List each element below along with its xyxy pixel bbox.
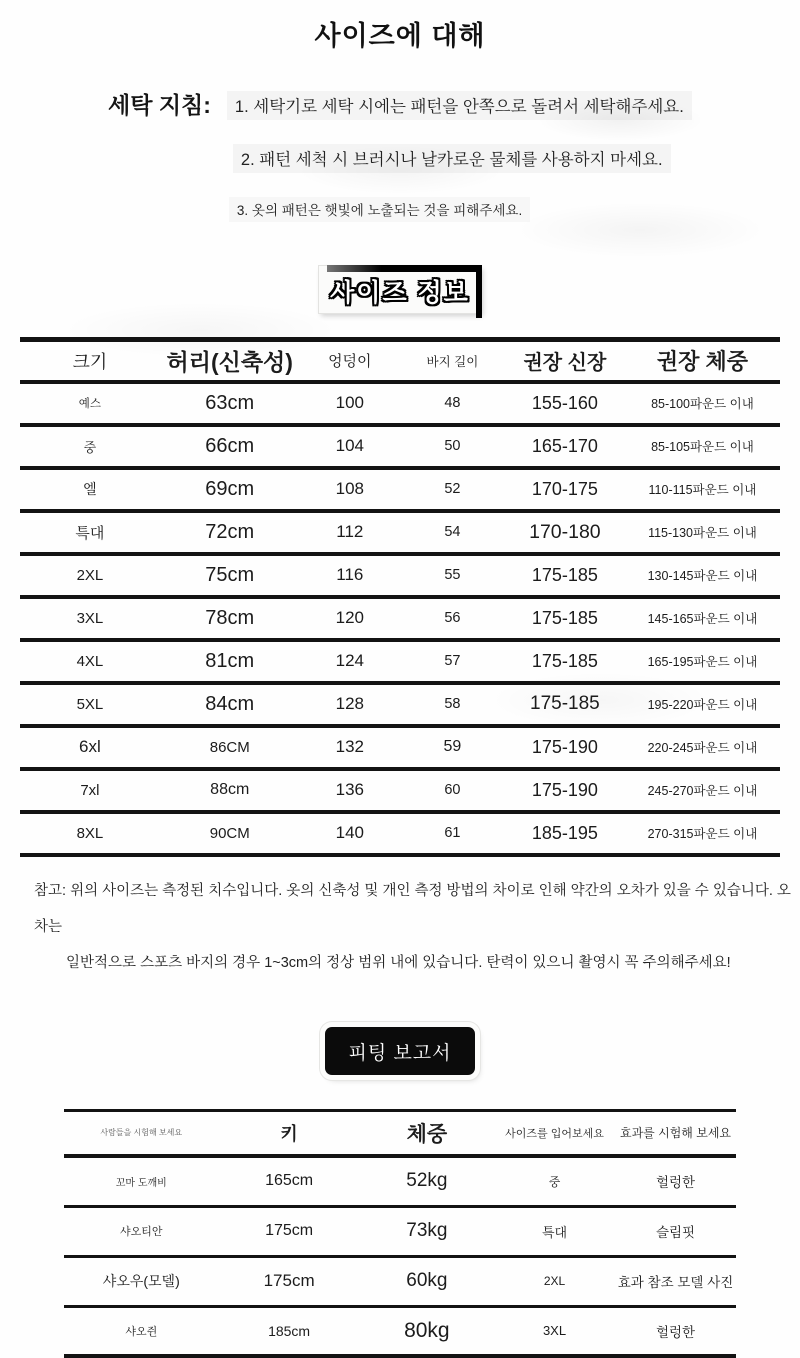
table-cell: 175-185 <box>505 554 625 597</box>
table-row <box>64 1306 736 1356</box>
size-info-badge-label: 사이즈 정보 <box>330 279 470 307</box>
size-note-line: 참고: 위의 사이즈는 측정된 치수입니다. 옷의 신축성 및 개인 측정 방법의 차이로 인해 약간의 오차가 있을 수 있습니다. 오차는 <box>34 873 800 945</box>
table-row <box>20 425 780 468</box>
column-header-height: 권장 신장 <box>505 340 625 382</box>
table-cell: 81cm <box>160 640 300 683</box>
column-header-length: 바지 길이 <box>400 340 505 382</box>
table-cell: 90CM <box>160 812 300 855</box>
table-cell: 2XL <box>494 1256 615 1306</box>
table-row <box>20 468 780 511</box>
table-cell: 108 <box>300 468 400 511</box>
size-table <box>20 337 780 857</box>
table-cell: 75cm <box>160 554 300 597</box>
table-cell: 3XL <box>20 597 160 640</box>
table-cell: 110-115파운드 이내 <box>625 468 780 511</box>
page-title: 사이즈에 대해 <box>0 0 800 53</box>
table-cell: 55 <box>400 554 505 597</box>
table-cell: 175cm <box>219 1206 360 1256</box>
table-cell: 63cm <box>160 382 300 425</box>
table-cell: 슬림핏 <box>615 1206 736 1256</box>
table-row <box>64 1156 736 1206</box>
table-cell: 165-195파운드 이내 <box>625 640 780 683</box>
table-cell: 132 <box>300 726 400 769</box>
table-cell: 80kg <box>360 1306 494 1356</box>
table-row <box>20 511 780 554</box>
table-cell: 245-270파운드 이내 <box>625 769 780 812</box>
table-cell: 155-160 <box>505 382 625 425</box>
washing-instruction-item: 2. 패턴 세척 시 브러시나 날카로운 물체를 사용하지 마세요. <box>233 144 671 173</box>
size-note-line: 일반적으로 스포츠 바지의 경우 1~3cm의 정상 범위 내에 있습니다. 탄력이 있으니 촬영시 꼭 주의해주세요! <box>66 945 800 981</box>
table-cell: 175-185 <box>505 640 625 683</box>
table-cell: 185-195 <box>505 812 625 855</box>
table-cell: 165cm <box>219 1156 360 1206</box>
table-cell: 5XL <box>20 683 160 726</box>
table-cell: 샤오우(모델) <box>64 1256 219 1306</box>
table-cell: 헐렁한 <box>615 1306 736 1356</box>
table-cell: 효과 참조 모델 사진 <box>615 1256 736 1306</box>
table-cell: 170-180 <box>505 511 625 554</box>
fitting-table-body <box>64 1156 736 1356</box>
table-cell: 85-100파운드 이내 <box>625 382 780 425</box>
table-cell: 175-190 <box>505 769 625 812</box>
table-row <box>20 726 780 769</box>
table-row <box>20 812 780 855</box>
washing-instruction-item: 3. 옷의 패턴은 햇빛에 노출되는 것을 피해주세요. <box>229 197 530 222</box>
table-cell: 165-170 <box>505 425 625 468</box>
table-cell: 124 <box>300 640 400 683</box>
table-cell: 145-165파운드 이내 <box>625 597 780 640</box>
table-cell: 88cm <box>160 769 300 812</box>
table-cell: 8XL <box>20 812 160 855</box>
table-cell: 140 <box>300 812 400 855</box>
table-cell: 61 <box>400 812 505 855</box>
table-row <box>20 597 780 640</box>
table-cell: 특대 <box>494 1206 615 1256</box>
table-cell: 엘 <box>20 468 160 511</box>
table-cell: 54 <box>400 511 505 554</box>
table-cell: 220-245파운드 이내 <box>625 726 780 769</box>
column-header-waist: 허리(신축성) <box>160 340 300 382</box>
washing-instruction-item: 1. 세탁기로 세탁 시에는 패턴을 안쪽으로 돌려서 세탁해주세요. <box>227 91 692 120</box>
fitting-report-badge-label: 피팅 보고서 <box>348 1043 451 1064</box>
table-cell: 예스 <box>20 382 160 425</box>
table-cell: 6xl <box>20 726 160 769</box>
column-header-height: 키 <box>219 1110 360 1156</box>
table-cell: 120 <box>300 597 400 640</box>
table-cell: 128 <box>300 683 400 726</box>
washing-instructions-label: 세탁 지침: <box>108 87 211 246</box>
table-cell: 특대 <box>20 511 160 554</box>
table-cell: 195-220파운드 이내 <box>625 683 780 726</box>
table-cell: 130-145파운드 이내 <box>625 554 780 597</box>
table-cell: 58 <box>400 683 505 726</box>
table-cell: 중 <box>20 425 160 468</box>
fitting-table-header-row <box>64 1110 736 1156</box>
table-cell: 60 <box>400 769 505 812</box>
size-table-header-row <box>20 340 780 382</box>
column-header-tester: 사람들을 시험해 보세요 <box>64 1110 219 1156</box>
column-header-size: 크기 <box>20 340 160 382</box>
table-row <box>20 683 780 726</box>
table-cell: 샤오쥔 <box>64 1306 219 1356</box>
table-row <box>20 382 780 425</box>
table-row <box>20 769 780 812</box>
table-cell: 100 <box>300 382 400 425</box>
table-cell: 78cm <box>160 597 300 640</box>
table-cell: 170-175 <box>505 468 625 511</box>
table-cell: 84cm <box>160 683 300 726</box>
table-cell: 2XL <box>20 554 160 597</box>
table-cell: 270-315파운드 이내 <box>625 812 780 855</box>
table-cell: 60kg <box>360 1256 494 1306</box>
table-cell: 175-185 <box>505 683 625 726</box>
table-cell: 175-190 <box>505 726 625 769</box>
table-cell: 115-130파운드 이내 <box>625 511 780 554</box>
table-cell: 86CM <box>160 726 300 769</box>
table-cell: 136 <box>300 769 400 812</box>
table-cell: 175cm <box>219 1256 360 1306</box>
size-table-body <box>20 382 780 855</box>
table-cell: 52 <box>400 468 505 511</box>
table-cell: 66cm <box>160 425 300 468</box>
table-cell: 57 <box>400 640 505 683</box>
table-cell: 48 <box>400 382 505 425</box>
table-cell: 175-185 <box>505 597 625 640</box>
table-row <box>20 640 780 683</box>
table-cell: 50 <box>400 425 505 468</box>
table-cell: 69cm <box>160 468 300 511</box>
table-cell: 52kg <box>360 1156 494 1206</box>
column-header-hip: 엉덩이 <box>300 340 400 382</box>
table-cell: 샤오티안 <box>64 1206 219 1256</box>
washing-instructions-list <box>227 87 692 246</box>
column-header-fit-effect: 효과를 시험해 보세요 <box>615 1110 736 1156</box>
fitting-report-badge <box>325 1027 475 1075</box>
table-cell: 104 <box>300 425 400 468</box>
table-cell: 중 <box>494 1156 615 1206</box>
table-cell: 3XL <box>494 1306 615 1356</box>
table-cell: 56 <box>400 597 505 640</box>
column-header-size-worn: 사이즈를 입어보세요 <box>494 1110 615 1156</box>
washing-instructions-section <box>0 87 800 246</box>
table-cell: 112 <box>300 511 400 554</box>
table-cell: 59 <box>400 726 505 769</box>
fitting-table <box>64 1109 736 1358</box>
column-header-weight: 권장 체중 <box>625 340 780 382</box>
table-row <box>20 554 780 597</box>
table-cell: 꼬마 도깨비 <box>64 1156 219 1206</box>
column-header-weight: 체중 <box>360 1110 494 1156</box>
size-info-badge <box>319 266 481 313</box>
table-cell: 116 <box>300 554 400 597</box>
table-row <box>64 1256 736 1306</box>
table-cell: 185cm <box>219 1306 360 1356</box>
table-cell: 73kg <box>360 1206 494 1256</box>
table-cell: 4XL <box>20 640 160 683</box>
size-note <box>0 873 800 981</box>
table-cell: 7xl <box>20 769 160 812</box>
table-cell: 85-105파운드 이내 <box>625 425 780 468</box>
table-row <box>64 1206 736 1256</box>
table-cell: 72cm <box>160 511 300 554</box>
table-cell: 헐렁한 <box>615 1156 736 1206</box>
